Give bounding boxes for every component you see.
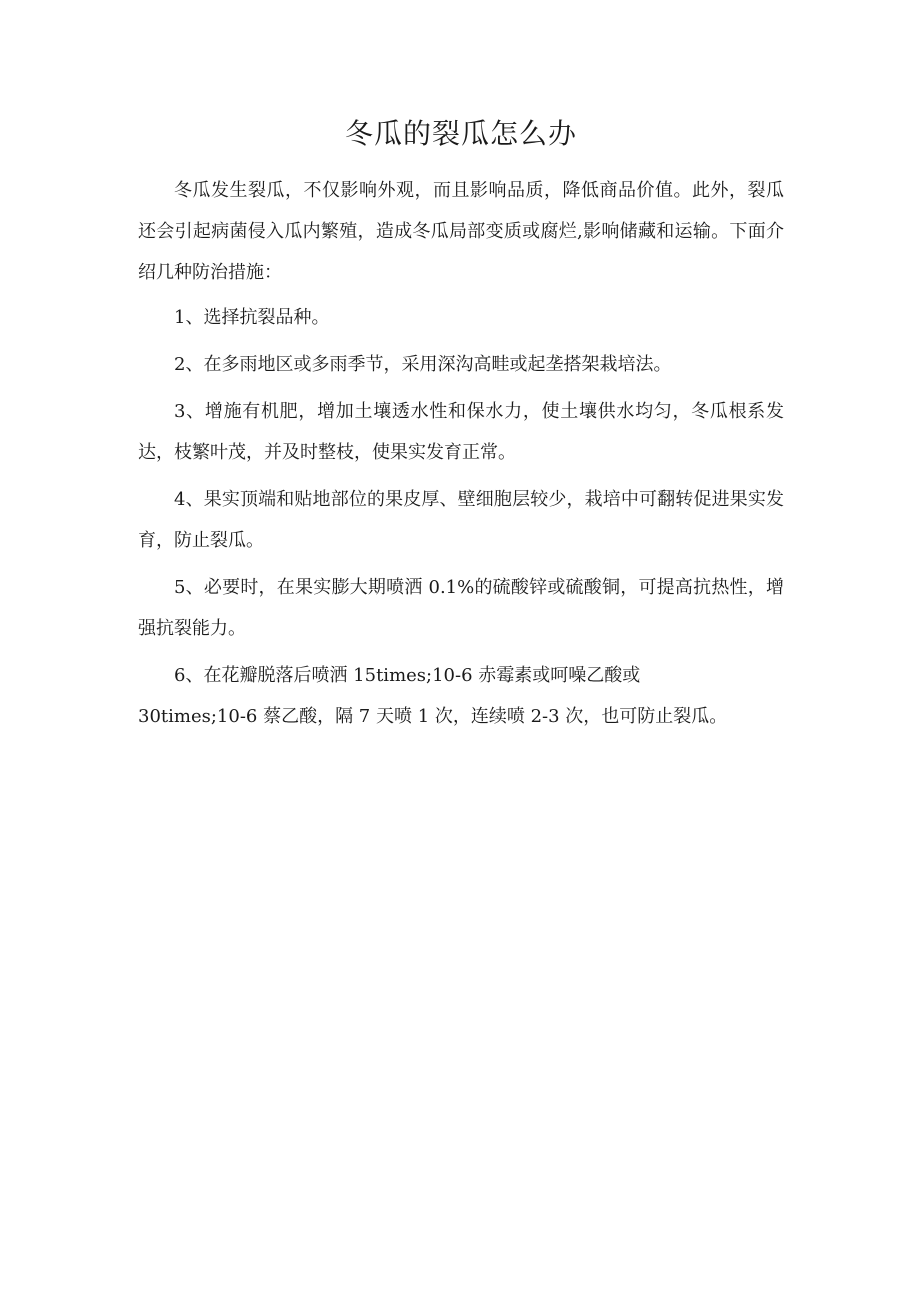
document-title: 冬瓜的裂瓜怎么办 [344, 117, 577, 150]
document-body [138, 112, 784, 743]
list-item: 3、增施有机肥，增加土壤透水性和保水力，使土壤供水均匀，冬瓜根系发达，枝繁叶茂，并及时整枝，使果实发育正常。 [138, 401, 784, 463]
list-item: 5、必要时，在果实膨大期喷洒 0.1%的硫酸锌或硫酸铜，可提高抗热性，增强抗裂能力。 [138, 577, 784, 639]
intro-paragraph: 冬瓜发生裂瓜，不仅影响外观，而且影响品质，降低商品价值。此外，裂瓜还会引起病菌侵入瓜内繁殖，造成冬瓜局部变质或腐烂,影响储藏和运输。下面介绍几种防治措施： [138, 180, 784, 283]
list-item-6-line-2: 30times;10-6 蔡乙酸，隔 7 天喷 1 次，连续喷 2-3 次，也可防止裂瓜。 [138, 706, 728, 727]
list-item-6-line-1: 6、在花瓣脱落后喷洒 15times;10-6 赤霉素或呵噪乙酸或 [174, 665, 641, 686]
list-item: 2、在多雨地区或多雨季节，采用深沟高畦或起垄搭架栽培法。 [174, 354, 672, 375]
list-item-6 [138, 655, 784, 737]
list-item: 4、果实顶端和贴地部位的果皮厚、壁细胞层较少，栽培中可翻转促进果实发育，防止裂瓜。 [138, 489, 784, 551]
list-item: 1、选择抗裂品种。 [174, 307, 330, 328]
